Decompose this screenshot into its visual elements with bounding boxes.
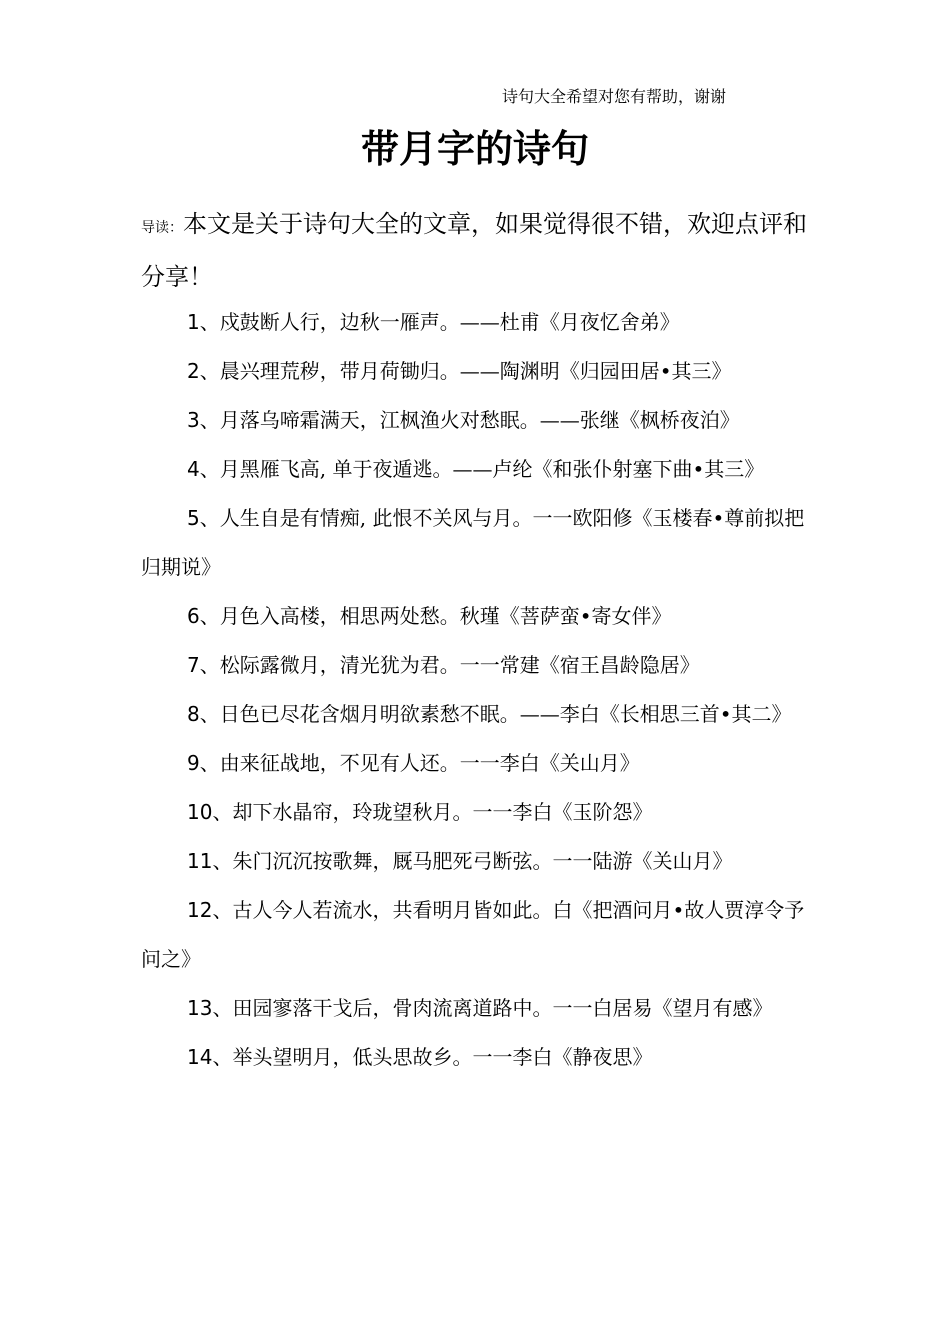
- poem-text: 、日色已尽花含烟月明欲素愁不眠。——李白《长相思三首•其二》: [199, 702, 792, 726]
- poem-item: [141, 641, 821, 690]
- poem-item: [141, 347, 821, 396]
- poem-number: 3: [187, 408, 200, 432]
- poem-text: 、田园寥落干戈后，骨肉流离道路中。一一白居易《望月有感》: [212, 996, 773, 1020]
- poem-item: [141, 494, 821, 592]
- poem-number: 10: [187, 800, 213, 824]
- poem-text: 、由来征战地，不见有人还。一一李白《关山月》: [199, 751, 640, 775]
- poem-item: [141, 788, 821, 837]
- poem-item: [141, 837, 821, 886]
- poem-number: 9: [187, 751, 200, 775]
- poem-list: [141, 298, 821, 1082]
- intro-paragraph: [141, 200, 821, 302]
- intro-label: 导读：: [141, 220, 183, 236]
- poem-item: [141, 1033, 821, 1082]
- poem-text: 、举头望明月，低头思故乡。一一李白《静夜思》: [212, 1045, 653, 1069]
- poem-number: 13: [187, 996, 213, 1020]
- poem-item: [141, 690, 821, 739]
- poem-number: 6: [187, 604, 200, 628]
- header-note: 诗句大全希望对您有帮助，谢谢: [502, 87, 727, 106]
- poem-text: 、松际露微月，清光犹为君。一一常建《宿王昌龄隐居》: [199, 653, 700, 677]
- poem-text: 、月落乌啼霜满天，江枫渔火对愁眠。——张继《枫桥夜泊》: [199, 408, 740, 432]
- poem-number: 8: [187, 702, 200, 726]
- poem-item: [141, 886, 821, 984]
- poem-text: 、戍鼓断人行，边秋一雁声。——杜甫《月夜忆舍弟》: [199, 310, 680, 334]
- poem-number: 2: [187, 359, 200, 383]
- poem-text: 、晨兴理荒秽，带月荷锄归。——陶渊明《归园田居•其三》: [199, 359, 732, 383]
- poem-text: 、古人今人若流水，共看明月皆如此。白《把酒问月•故人贾淳令予问之》: [141, 898, 805, 971]
- poem-item: [141, 298, 821, 347]
- poem-number: 12: [187, 898, 213, 922]
- poem-number: 14: [187, 1045, 213, 1069]
- poem-text: 、月黑雁飞高, 单于夜遁逃。——卢纶《和张仆射塞下曲•其三》: [199, 457, 765, 481]
- poem-text: 、月色入高楼，相思两处愁。秋瑾《菩萨蛮•寄女伴》: [199, 604, 672, 628]
- page-title: 带月字的诗句: [360, 127, 589, 171]
- poem-item: [141, 984, 821, 1033]
- poem-item: [141, 592, 821, 641]
- poem-item: [141, 739, 821, 788]
- poem-number: 1: [187, 310, 200, 334]
- poem-item: [141, 445, 821, 494]
- poem-number: 5: [187, 506, 200, 530]
- poem-number: 11: [187, 849, 213, 873]
- intro-text: 本文是关于诗句大全的文章，如果觉得很不错，欢迎点评和分享！: [141, 210, 807, 291]
- poem-text: 、却下水晶帘，玲珑望秋月。一一李白《玉阶怨》: [212, 800, 653, 824]
- poem-number: 7: [187, 653, 200, 677]
- poem-text: 、人生自是有情痴, 此恨不关风与月。一一欧阳修《玉楼春•尊前拟把归期说》: [141, 506, 805, 579]
- poem-text: 、朱门沉沉按歌舞，厩马肥死弓断弦。一一陆游《关山月》: [212, 849, 733, 873]
- poem-item: [141, 396, 821, 445]
- poem-number: 4: [187, 457, 200, 481]
